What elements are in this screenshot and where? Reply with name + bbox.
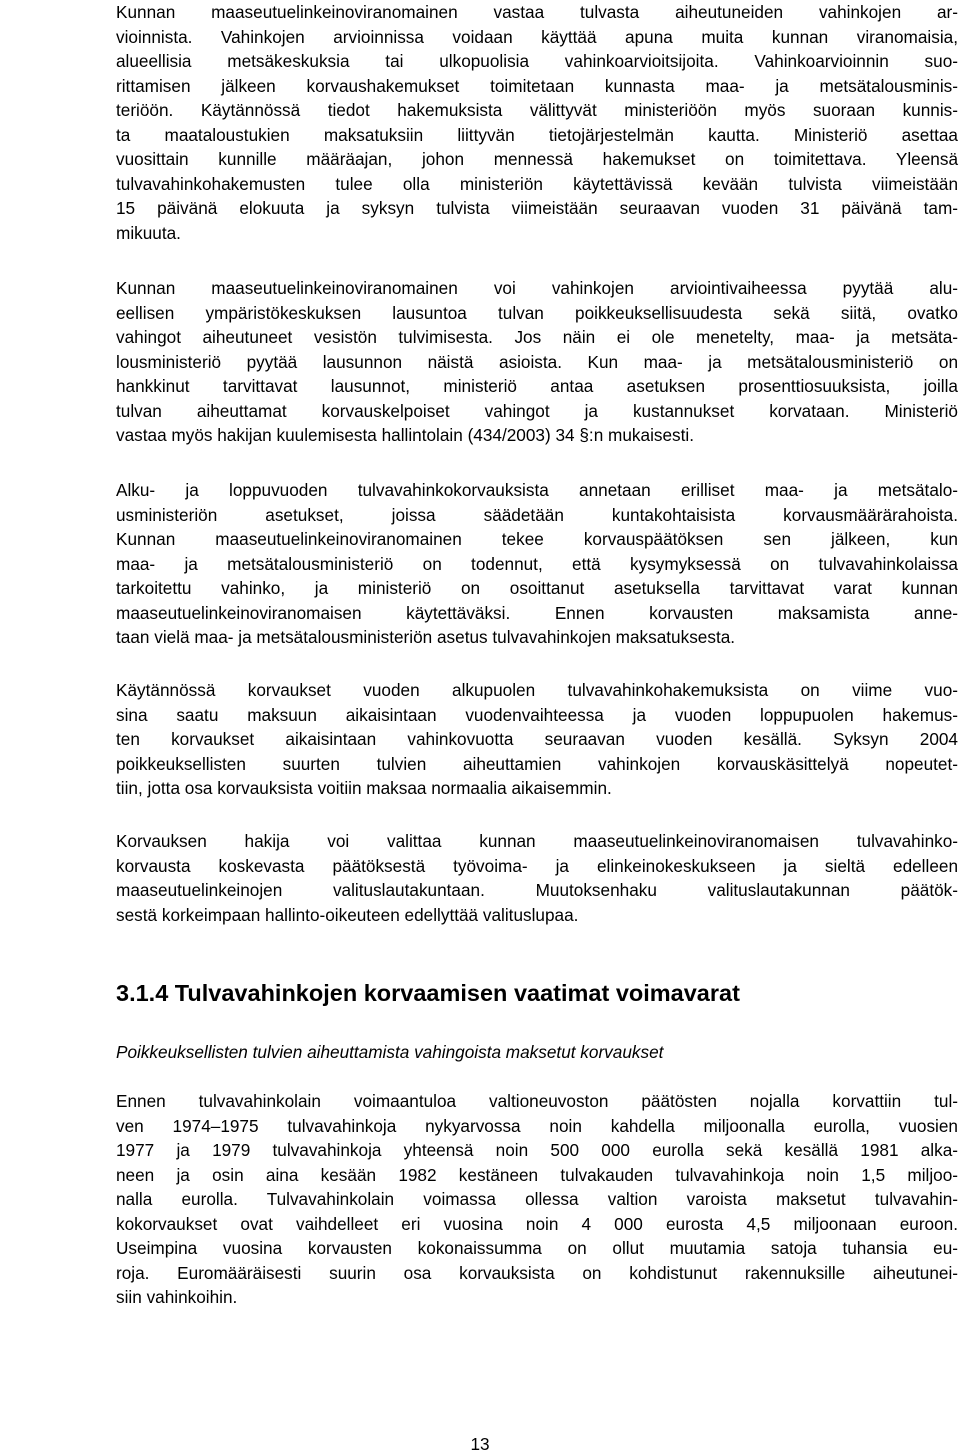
text-line: hankkinut tarvittavat lausunnot, ministeriö antaa asetuksen prosenttiosuuksista, joilla — [116, 376, 958, 396]
text-line: alueellisia metsäkeskuksia tai ulkopuolisia vahinkoarvioitsijoita. Vahinkoarvioinnin suo- — [116, 51, 958, 71]
text-line: ta maataloustukien maksatuksiin liittyvän tietojärjestelmän kautta. Ministeriö asettaa — [116, 124, 958, 145]
paragraph-5 — [116, 829, 958, 927]
text-line: Ennen tulvavahinkolain voimaantuloa valtioneuvoston päätösten nojalla korvattiin tul- — [116, 1091, 958, 1111]
text-line: ten korvaukset aikaisintaan vahinkovuotta seuraavan vuoden kesällä. Syksyn 2004 — [116, 729, 958, 749]
text-line: Kunnan maaseutuelinkeinoviranomainen vastaa tulvasta aiheutuneiden vahinkojen ar- — [116, 2, 958, 22]
text-line: roja. Euromääräisesti suurin osa korvauksista on kohdistunut rakennuksille aiheutunei- — [116, 1262, 958, 1283]
text-line: teriöön. Käytännössä tiedot hakemuksista välittyvät ministeriöön myös suoraan kunnis- — [116, 100, 958, 120]
text-line: sestä korkeimpaan hallinto-oikeuteen edellyttää valituslupaa. — [116, 904, 579, 925]
text-line: Useimpina vuosina korvausten kokonaissumma on ollut muutamia satoja tuhansia eu- — [116, 1238, 958, 1258]
text-line: nalla eurolla. Tulvavahinkolain voimassa ollessa valtion varoista maksetut tulvavahin- — [116, 1189, 958, 1209]
text-line: neen ja osin aina kesään 1982 kestäneen tulvakauden tulvavahinkoja noin 1,5 miljoo- — [116, 1164, 958, 1185]
text-line: ven 1974–1975 tulvavahinkoja nykyarvossa noin kahdella miljoonalla eurolla, vuosien — [116, 1115, 958, 1136]
text-line: rittamisen jälkeen korvaushakemukset toimitetaan kunnasta maa- ja metsätalousminis- — [116, 75, 958, 96]
text-line: Kunnan maaseutuelinkeinoviranomainen voi vahinkojen arviointivaiheessa pyytää alu- — [116, 278, 958, 298]
text-line: maaseutuelinkeinoviranomaisen käytettäväksi. Ennen korvausten maksamista anne- — [116, 602, 958, 623]
text-line: Kunnan maaseutuelinkeinoviranomainen tekee korvauspäätöksen sen jälkeen, kun — [116, 529, 958, 549]
section-subheading: Poikkeuksellisten tulvien aiheuttamista vahingoista maksetut korvaukset — [116, 1042, 664, 1062]
text-line: usministeriön asetukset, joissa säädetään kuntakohtaisista korvausmäärärahoista. — [116, 504, 958, 525]
text-line: vahingot aiheutuneet vesistön tulvimisesta. Jos näin ei ole menetelty, maa- ja metsäta- — [116, 327, 958, 347]
text-line: korvausta koskevasta päätöksestä työvoima- ja elinkeinokeskukseen ja sieltä edelleen — [116, 855, 958, 876]
paragraph-1 — [116, 0, 958, 245]
text-line: maaseutuelinkeinojen valituslautakuntaan. Muutoksenhaku valituslautakunnan päätök- — [116, 880, 958, 900]
text-line: vioinnista. Vahinkojen arvioinnissa voidaan käyttää apuna muita kunnan viranomaisia, — [116, 26, 958, 47]
text-line: tiin, jotta osa korvauksista voitiin maksaa normaalia aikaisemmin. — [116, 778, 612, 798]
page-number: 13 — [470, 1434, 490, 1454]
text-line: vastaa myös hakijan kuulemisesta hallintolain (434/2003) 34 §:n mukaisesti. — [116, 425, 695, 445]
text-line: Korvauksen hakija voi valittaa kunnan maaseutuelinkeinoviranomaisen tulvavahinko- — [116, 831, 958, 851]
text-line: sina saatu maksuun aikaisintaan vuodenvaihteessa ja vuoden loppupuolen hakemus- — [116, 704, 958, 725]
text-line: tulvan aiheuttamat korvauskelpoiset vahingot ja kustannukset korvataan. Ministeriö — [116, 400, 958, 421]
paragraph-2 — [116, 276, 958, 448]
paragraph-6 — [116, 1089, 958, 1310]
text-line: taan vielä maa- ja metsätalousministeriön asetus tulvavahinkojen maksatuksesta. — [116, 627, 736, 647]
text-line: vuosittain kunnille määräajan, johon mennessä hakemukset on toimitettava. Yleensä — [116, 149, 958, 169]
text-line: tulvavahinkohakemusten tulee olla ministeriön käytettävissä kevään tulvista viimeistään — [116, 173, 958, 194]
text-line: 15 päivänä elokuuta ja syksyn tulvista viimeistään seuraavan vuoden 31 päivänä tam- — [116, 198, 958, 218]
text-line: siin vahinkoihin. — [116, 1287, 238, 1307]
text-line: maa- ja metsätalousministeriö on todennut, että kysymyksessä on tulvavahinkolaissa — [116, 553, 958, 574]
text-line: eellisen ympäristökeskuksen lausuntoa tulvan poikkeuksellisuudesta sekä siitä, ovatko — [116, 302, 958, 323]
text-line: kokorvaukset ovat vaihdelleet eri vuosina noin 4 000 eurosta 4,5 miljoonaan euroon. — [116, 1213, 958, 1234]
text-line: tarkoitettu vahinko, ja ministeriö on osoittanut asetuksella tarvittavat varat kunnan — [116, 578, 958, 598]
text-line: lousministeriö pyytää lausunnon näistä asioista. Kun maa- ja metsätalousministeriö on — [116, 351, 958, 372]
paragraph-3 — [116, 478, 958, 650]
text-line: mikuuta. — [116, 222, 181, 243]
section-heading: 3.1.4 Tulvavahinkojen korvaamisen vaatimat voimavarat — [116, 980, 740, 1006]
text-line: 1977 ja 1979 tulvavahinkoja yhteensä noin 500 000 eurolla sekä kesällä 1981 alka- — [116, 1140, 958, 1160]
paragraph-4 — [116, 678, 958, 801]
text-line: Alku- ja loppuvuoden tulvavahinkokorvauksista annetaan erilliset maa- ja metsätalo- — [116, 480, 958, 500]
text-line: Käytännössä korvaukset vuoden alkupuolen tulvavahinkohakemuksista on viime vuo- — [116, 680, 958, 700]
text-line: poikkeuksellisten suurten tulvien aiheuttamien vahinkojen korvauskäsittelyä nopeutet- — [116, 753, 958, 774]
